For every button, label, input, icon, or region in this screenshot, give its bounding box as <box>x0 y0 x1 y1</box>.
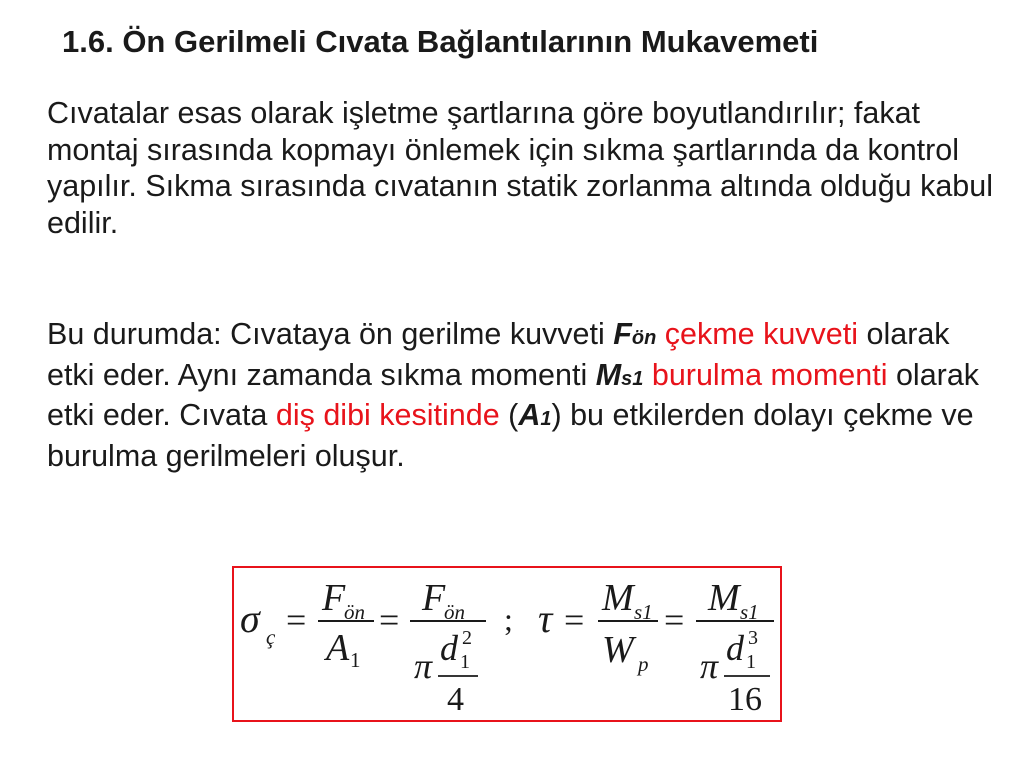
tau-symbol: τ <box>538 596 553 641</box>
highlight-torsion-moment: burulma momenti <box>651 357 888 392</box>
text-segment: ( <box>499 398 519 432</box>
sigma-symbol: σ <box>240 596 260 641</box>
diameter-symbol: d <box>726 628 744 668</box>
diameter-subscript: 1 <box>746 651 756 673</box>
area-denominator: A <box>326 627 350 669</box>
force-subscript: ön <box>344 600 365 624</box>
separator: ; <box>504 601 513 637</box>
text-segment: Bu durumda: Cıvataya ön gerilme kuvveti <box>47 317 614 351</box>
page-title: 1.6. Ön Gerilmeli Cıvata Bağlantılarının Mukavemeti <box>62 24 819 59</box>
diameter-exponent: 2 <box>462 627 472 649</box>
divisor-four: 4 <box>447 681 464 718</box>
diameter-symbol: d <box>440 628 458 668</box>
area-subscript: 1 <box>350 648 361 672</box>
moment-numerator: M <box>708 577 740 619</box>
equals-sign: = <box>564 600 585 640</box>
diameter-exponent: 3 <box>748 627 758 649</box>
moment-subscript: s1 <box>740 600 759 624</box>
text-segment <box>643 358 651 392</box>
equals-sign: = <box>379 600 400 640</box>
highlight-root-section: diş dibi kesitinde <box>275 398 500 432</box>
stress-formulas <box>234 568 780 720</box>
tightening-moment-symbol: Ms1 <box>595 357 644 392</box>
text-segment <box>656 317 664 351</box>
text-segment: olarak etki eder. Cıvata <box>47 357 980 432</box>
text-segment: olarak etki eder. Aynı zamanda sıkma momenti <box>47 317 950 392</box>
divisor-sixteen: 16 <box>728 681 762 718</box>
force-subscript: ön <box>444 600 465 624</box>
sigma-subscript: ç <box>266 625 276 649</box>
formula-box <box>232 566 782 722</box>
moment-subscript: s1 <box>634 600 653 624</box>
text-segment: ) bu etkilerden dolayı çekme ve burulma gerilmeleri oluşur. <box>47 398 974 473</box>
equals-sign: = <box>286 600 307 640</box>
force-numerator: F <box>322 577 346 619</box>
moment-numerator: M <box>602 577 634 619</box>
pi-symbol: π <box>414 646 433 686</box>
diameter-subscript: 1 <box>460 651 470 673</box>
section-modulus-subscript: p <box>638 652 649 676</box>
highlight-tension-force: çekme kuvveti <box>664 317 859 351</box>
intro-paragraph: Cıvatalar esas olarak işletme şartlarına göre boyutlandırılır; fakat montaj sırasında kopmayı önlemek için sıkma şartlarında da kontrol yapılır. Sıkma sırasında cıvatanın statik zorlanma altında olduğu kabul edilir. <box>47 96 994 240</box>
equals-sign: = <box>664 600 685 640</box>
preload-force-symbol: Fön <box>613 317 657 351</box>
stress-paragraph <box>47 316 997 474</box>
force-numerator: F <box>422 577 446 619</box>
root-area-symbol: A1 <box>518 398 552 432</box>
section-modulus-symbol: W <box>602 629 634 671</box>
pi-symbol: π <box>700 646 719 686</box>
